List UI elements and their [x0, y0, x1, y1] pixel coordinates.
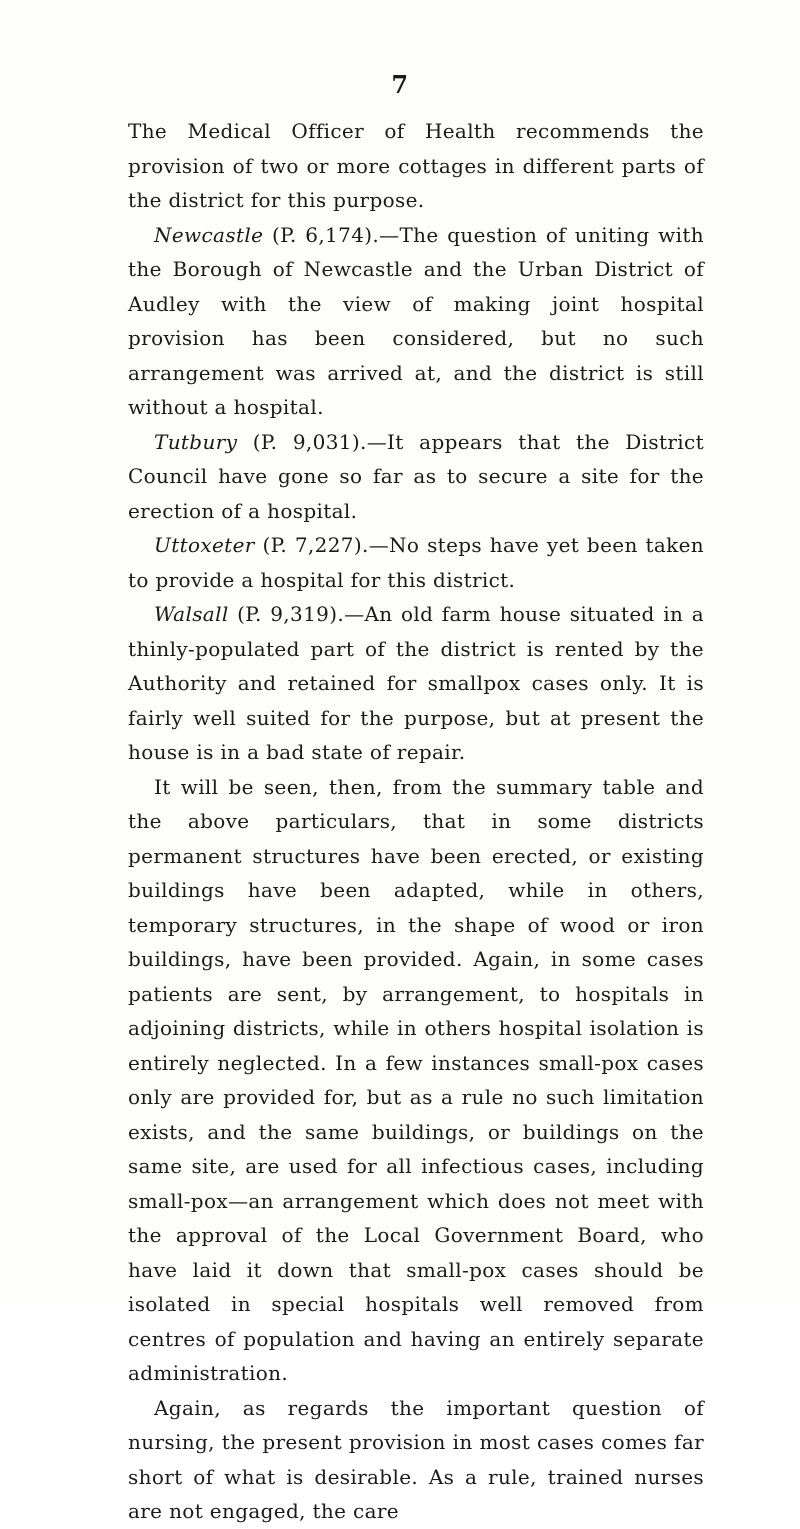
- paragraph-tutbury: [128, 425, 704, 529]
- page-number: 7: [391, 70, 409, 99]
- place-name: Uttoxeter: [154, 533, 255, 557]
- paragraph-text: (P. 7,227).—No steps have yet been taken to provide a hospital for this district.: [128, 533, 704, 592]
- paragraph-text: It will be seen, then, from the summary table and the above particulars, that in some districts permanent structures have been erected, or existing buildings have been adapted, while in others, temporary structures, in the shape of wood or iron buildings, have been provided. Again, in some cases patients are sent, by arrangement, to hospitals in adjoining districts, while in others hospital isolation is entirely neglected. In a few instances small-pox cases only are provided for, but as a rule no such limitation exists, and the same buildings, or buildings on the same site, are used for all infectious cases, including small-pox—an arrangement which does not meet with the approval of the Local Government Board, who have laid it down that small-pox cases should be isolated in special hospitals well removed from centres of population and having an entirely separate administration.: [128, 774, 704, 1385]
- paragraph-summary: [128, 770, 704, 1391]
- paragraph-text: Again, as regards the important question of nursing, the present provision in most cases comes far short of what is desirable. As a rule, trained nurses are not engaged, the care: [128, 1395, 704, 1523]
- paragraph-text: (P. 9,031).—It appears that the District Council have gone so far as to secure a site for the erection of a hospital.: [128, 429, 704, 523]
- place-name: Tutbury: [154, 429, 238, 454]
- paragraph-walsall: [128, 597, 704, 770]
- paragraph-text: (P. 6,174).—The question of uniting with the Borough of Newcastle and the Urban District of Audley with the view of making joint hospital provision has been considered, but no such arrangement was arrived at, and the district is still without a hospital.: [128, 222, 704, 419]
- paragraph-nursing: [128, 1391, 704, 1529]
- place-name: Newcastle: [154, 222, 264, 247]
- paragraph-text: The Medical Officer of Health recommends the provision of two or more cottages in different parts of the district for this purpose.: [128, 119, 704, 212]
- place-name: Walsall: [154, 602, 229, 626]
- paragraph-uttoxeter: [128, 528, 704, 597]
- paragraph-newcastle: [128, 218, 704, 425]
- body-text: [128, 114, 704, 1529]
- paragraph-text: (P. 9,319).—An old farm house situated in a thinly-populated part of the district is rented by the Authority and retained for smallpox cases only. It is fairly well suited for the purpose, but at present the house is in a bad state of repair.: [128, 602, 704, 764]
- paragraph-provision: [128, 114, 704, 218]
